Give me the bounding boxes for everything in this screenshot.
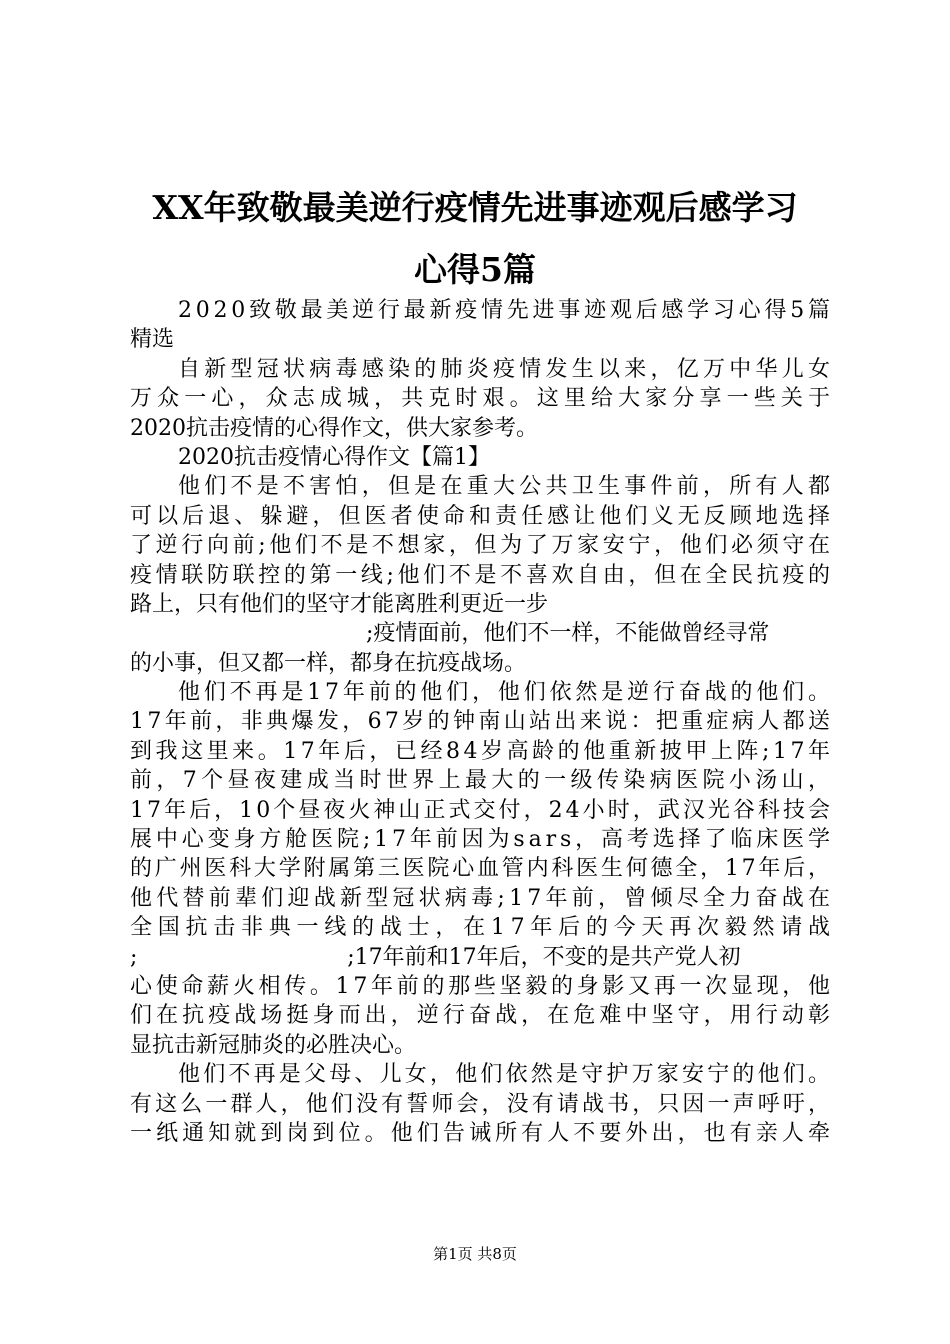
body-text-line: 17年后，10个昼夜火神山正式交付，24小时，武汉光谷科技会 <box>130 797 834 823</box>
body-text-line: 心使命薪火相传。17年前的那些坚毅的身影又再一次显现，他 <box>130 973 834 999</box>
body-text-line: 他们不再是父母、儿女，他们依然是守护万家安宁的他们。 <box>178 1062 834 1088</box>
body-text-line: 全国抗击非典一线的战士，在17年后的今天再次毅然请战 <box>130 915 836 941</box>
body-text-line: 的广州医科大学附属第三医院心血管内科医生何德全，17年后， <box>130 856 833 882</box>
body-text-line: 显抗击新冠肺炎的必胜决心。 <box>130 1032 417 1058</box>
document-title-line-2: 心得5篇 <box>414 250 536 289</box>
body-text-line: 到我这里来。17年后，已经84岁高龄的他重新披甲上阵;17年 <box>130 738 834 764</box>
body-text-line: 2020抗击疫情的心得作文，供大家参考。 <box>130 415 538 441</box>
document-title-line-1: XX年致敬最美逆行疫情先进事迹观后感学习 <box>152 188 798 227</box>
body-text-line: 前，7个昼夜建成当时世界上最大的一级传染病医院小汤山， <box>130 768 835 794</box>
body-text-line: 们在抗疫战场挺身而出，逆行奋战，在危难中坚守，用行动彰 <box>130 1003 835 1029</box>
body-text-line: 万众一心，众志成城，共克时艰。这里给大家分享一些关于 <box>130 386 836 412</box>
body-text-line: 他们不再是17年前的他们，他们依然是逆行奋战的他们。 <box>178 680 834 706</box>
body-text-line: 精选 <box>130 327 175 353</box>
body-text-line: 疫情联防联控的第一线;他们不是不喜欢自由，但在全民抗疫的 <box>130 562 834 588</box>
body-text-line: 他们不是不害怕，但是在重大公共卫生事件前，所有人都 <box>178 474 835 500</box>
body-text-line: 17年前，非典爆发，67岁的钟南山站出来说：把重症病人都送 <box>130 709 834 735</box>
body-text-line: 他代替前辈们迎战新型冠状病毒;17年前，曾倾尽全力奋战在 <box>130 885 835 911</box>
body-text-line: 2020致敬最美逆行最新疫情先进事迹观后感学习心得5篇 <box>178 298 834 323</box>
body-text-line: ; ;17年前和17年后，不变的是共产党人初 <box>130 944 741 970</box>
body-text-line: 路上，只有他们的坚守才能离胜利更近一步 <box>130 591 549 617</box>
body-text-line: 可以后退、躲避，但医者使命和责任感让他们义无反顾地选择 <box>130 503 835 529</box>
body-text-line: 自新型冠状病毒感染的肺炎疫情发生以来，亿万中华儿女 <box>178 356 835 382</box>
body-text-line: 一纸通知就到岗到位。他们告诫所有人不要外出，也有亲人牵 <box>130 1120 835 1146</box>
body-text-line: 的小事，但又都一样，都身在抗疫战场。 <box>130 650 527 676</box>
page-footer: 第1页 共8页 <box>433 1245 517 1263</box>
body-text-line: 了逆行向前;他们不是不想家，但为了万家安宁，他们必须守在 <box>130 533 834 559</box>
body-text-line: 展中心变身方舱医院;17年前因为sars，高考选择了临床医学 <box>130 827 834 853</box>
document-body <box>130 296 850 1148</box>
body-text-line: 2020抗击疫情心得作文【篇1】 <box>178 444 490 470</box>
body-text-line: 有这么一群人，他们没有誓师会，没有请战书，只因一声呼吁， <box>130 1091 834 1117</box>
body-text-line: ;疫情面前，他们不一样，不能做曾经寻常 <box>366 621 770 647</box>
